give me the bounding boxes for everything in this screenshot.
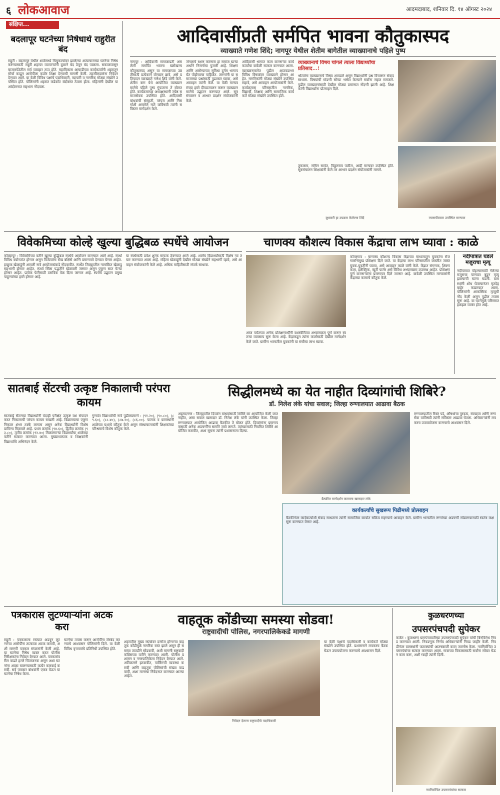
dateline: आदमदाबाद, शनिवार दि. १४ ऑगस्ट २०२४ (406, 7, 492, 13)
story5-photo (282, 412, 410, 494)
story5-subhead: डॉ. निलेश लंके यांचा सवाल; जिल्हा रुग्णालयात आढावा बैठक (269, 401, 405, 408)
sankshipt-box (4, 21, 123, 231)
story1-subhead: व्याख्याते गणेश शिंदे; नागपूर येथील शेतीम बागेतील व्याख्यानाचे पहिले पुष्प (220, 47, 406, 55)
story1-photo-1-caption: बुधवारी हा उपक्रम केलेल्या शिंदे (325, 216, 365, 220)
story5-body2: रुग्णालयातील रिक्त पदे, औषधांचा पुरवठा, स्वच्छता आणि रुग्णसेवा याविषयी त्यांनी सविस्तर आढावा घेतला. अधिकाऱ्यांनी लवकरच उपाययोजना करण्याचे आश्वासन दिले. (414, 412, 496, 425)
story3-side: आज पर्यंतच्या अनेक प्रशिक्षणार्थींनी यशस्वीरीत्या अभ्यासक्रम पूर्ण करून स्वतःचा व्यवसाय सुरू केला आहे. केंद्राकडून त्यांना कर्जासाठी देखील मार्गदर्शन केले जाते. ग्रामीण भागातील युवकांनी या संधीचा लाभ घ्यावा. (246, 331, 346, 344)
sankshipt-label: संक्षिप्त... (6, 21, 59, 29)
story2-body: कोल्हापूर : विवेकमिच्या वतीने खुल्या बुद्धिबळ स्पर्धेचे आयोजन करण्यात आले आहे. स्पर्धा विविध वयोगटांत होणार असून विजेत्यांना रोख बक्षिसे आणि प्रमाणपत्रे देण्यात येणार आहेत. इच्छुक खेळाडूंनी आपली नावे आयोजकांकडे नोंदवावीत. स्पर्धेत जिल्ह्यातील नामांकित खेळाडू सहभागी होणार आहेत. स्पर्धा स्विस पद्धतीने खेळवली जाणार असून एकूण सात फेऱ्या होणार आहेत. प्रत्येक फेरीसाठी ठराविक वेळ दिला जाणार आहे. स्पर्धेचे उद्घाटन प्रमुख पाहुण्यांच्या हस्ते होणार आहे. (4, 254, 122, 280)
story6-body2: घटनेचा तपास करून आरोपींना जेरबंद करण्याचे आश्वासन पोलिसांनी दिले. या वेळी विविध वृत्तपत्रांचे प्रतिनिधी उपस्थित होते. (64, 638, 120, 651)
story1-col4: तुकाराम, सचिन सावंत, विठ्ठलराव पाटील, आदी मान्यवर उपस्थित होते. सूत्रसंचालन शिक्षकांनी केले तर आभार प्रदर्शन संयोजकांनी मानले. (298, 164, 394, 173)
story5-photo-caption: बैठकीत मार्गदर्शन करताना खासदार लंके (321, 497, 371, 501)
story8-body: कर्जत : कुळधरण ग्रामपंचायतीच्या उपसरपंचपदी सुपेकर यांची बिनविरोध निवड करण्यात आली. निवडणूक निर्णय अधिकाऱ्यांनी निवड जाहीर केली. निवडीनंतर ग्रामस्थांनी फटाक्यांची आतषबाजी करत जल्लोष केला. नवनिर्वाचित उपसरपंचांचा सत्कार करण्यात आला. गावाच्या विकासासाठी सर्वांना सोबत घेऊन काम करू, अशी ग्वाही त्यांनी दिली. (396, 636, 496, 658)
story1-box (298, 60, 394, 160)
story6-headline: पत्रकारास लुटण्याऱ्यांना अटक करा (11, 610, 113, 633)
story3-brief-headline: नदीपात्रात घडले मजुराचा मृत्यू (462, 254, 494, 267)
story3-body: कोपरगाव : चाणक्य कौशल्य विकास केंद्राच्या माध्यमातून युवकांना रोजगाराभिमुख प्रशिक्षण दिले जाते. या केंद्राचा लाभ परिसरातील जास्तीत जास्त युवक-युवतींनी घ्यावा, असे आवाहन काळे यांनी केले. केंद्रात संगणक, शिवणकाम, इलेक्ट्रिक, ब्युटी पार्लर असे विविध अभ्यासक्रम उपलब्ध आहेत. प्रशिक्षण पूर्ण करणाऱ्यांना प्रमाणपत्र दिले जाणार आहे. यावेळी उपस्थित मान्यवरांनी केंद्राच्या कामाचे कौतुक केले. (350, 255, 450, 281)
story5-box-title: कार्यकर्त्यांचे सुखरूप पिढीमध्ये प्रोत्साहन (351, 508, 429, 514)
story5-headline: सिद्धीलमध्ये का येत नाहीत दिव्यांगांची शिबिरे? (228, 385, 446, 400)
story8-kicker: कुळधरणच्या (427, 610, 465, 620)
story1-col1: नागपूर : आदिवासी समाजाप्रती असलेली समर्पित भावना खरोखरच कौतुकास्पद असून या समाजाच्या उन्नतीसाठी प्रत्येकाने योगदान द्यावे, असे प्रतिपादन व्याख्याते गणेश शिंदे यांनी केले. शेतीम बाग येथे आयोजित व्याख्यानमालेचे पहिले पुष्प गुंफताना ते बोलत होते. कार्यक्रमाच्या अध्यक्षस्थानी ज्येष्ठ समाजसेवक उपस्थित होते. आदिवासी बांधवांची संस्कृती, परंपरा आणि निसर्गाशी असलेले नाते याविषयी त्यांनी सविस्तर मार्गदर्शन केले. (130, 60, 182, 112)
masthead (0, 0, 500, 19)
sankshipt-headline: बदलापूर घटनेच्या निषेधार्थ राहुरीत बंद (10, 35, 116, 55)
story4-headline: सातबाई सेंटरची उत्कृष्ट निकालाची परंपरा कायम (7, 382, 171, 409)
story1-photo-1 (398, 60, 496, 142)
story7-photo-caption: निवेदन देताना राष्ट्रवादीचे पदाधिकारी (231, 719, 277, 723)
story7-subhead: राष्ट्रवादीची पोलिस, नगरपालिकेकडे मागणी (202, 628, 310, 636)
story3-brief (454, 254, 499, 374)
story7-headline: वाहतूक कोंडीच्या समस्या सोडवा! (177, 613, 335, 628)
story6-body: राहुरी : पत्रकाराला रस्त्यात अडवून लुटणाऱ्या आरोपींना तात्काळ अटक करावी, अशी मागणी पत्रकार संघटनांनी केली आहे. या घटनेचा निषेध व्यक्त करत पोलीस निरीक्षकांना निवेदन देण्यात आले. पत्रकारांवरील वाढते हल्ले चिंताजनक असून अशा घटनांना आळा घालण्यासाठी कठोर कारवाई करावी. सर्व पत्रकार बांधवांनी एकत्र येऊन या घटनेचा निषेध केला. (4, 638, 60, 677)
story7-body: शहरातील मुख्य रस्त्यांवर दररोज होणाऱ्या वाहतूक कोंडीमुळे नागरिक त्रस्त झाले असून ही समस्या तातडीने सोडवावी, अशी मागणी राष्ट्रवादी काँग्रेसच्या वतीने करण्यात आली. पोलीस प्रशासन व नगरपालिकेला निवेदन देण्यात आले. अतिक्रमणे हटवावीत, पार्किंगची व्यवस्था करावी आणि वाहतूक पोलिसांची संख्या वाढवावी, अशा मागण्या निवेदनात करण्यात आल्या आहेत. (124, 640, 184, 679)
story5-box-body: बैठकीनंतर कार्यकर्त्यांशी संवाद साधताना त्यांनी सामाजिक कार्यात सक्रिय राहण्याचे आवाहन केले. ग्रामीण भागातील रुग्णांच्या अडचणी सोडवण्यासाठी स्वतंत्र कक्ष सुरू करण्यात येणार आहे. (286, 516, 494, 525)
story8-headline: उपसरपंचपदी सुपेकर (412, 625, 480, 635)
story1-col2: जंगलाचे रक्षण करणारा हा समाज खऱ्या अर्थाने निसर्गाचा पुजारी आहे. शिक्षण आणि आरोग्याच्या सुविधा दुर्गम भागापर्यंत पोहोचल्या पाहिजेत. तरुणांनी या समाजाच्या प्रश्नांसाठी पुढाकार घ्यावा, असे आवाहन त्यांनी केले. या वेळी मान्यवरांच्या हस्ते दीपप्रज्वलन करून व्याख्यानमालेचे उद्घाटन करण्यात आले. सूत्रसंचालन व आभार प्रदर्शन संयोजकांनी केले. (186, 60, 238, 103)
story1-headline: आदिवासींप्रती सर्मपित भावना कौतुकास्पद (176, 26, 450, 47)
story3-photo (246, 255, 346, 327)
story1-box-title: व्याख्यानाचे विषय चांगले त्याला विद्यार्थ्यांचा प्रतिसाद...! (298, 60, 376, 72)
story1-col3: आदिवासी भागात काम करणाऱ्या कार्यकर्त्यांचा यावेळी सत्कार करण्यात आला. व्याख्यानमालेत पुढील आठवडाभर विविध विषयांवर व्याख्याने होणार आहेत. नागरिकांनी मोठ्या संख्येने उपस्थित राहावे, असे आवाहन आयोजकांनी केले. कार्यक्रमास परिसरातील नागरिक, विद्यार्थी, शिक्षक आणि सामाजिक कार्यकर्ते मोठ्या संख्येने उपस्थित होते. (242, 60, 294, 99)
story1-photo-2-caption: व्यासपीठावर उपस्थित मान्यवर (428, 216, 466, 220)
story3-brief-body: नदीपात्रात पोहण्यासाठी गेलेल्या मजुराचा पाण्यात बुडून मृत्यू झाल्याची घटना घडली. ग्रामस्थांनी शोध घेतल्यानंतर मृतदेह बाहेर काढण्यात आला. पोलिसांनी आकस्मिक मृत्यूची नोंद केली असून पुढील तपास सुरू आहे. या घटनेमुळे परिसरात हळहळ व्यक्त होत आहे. (457, 268, 499, 308)
story1-photo-2 (398, 146, 496, 208)
story7-photo (188, 640, 320, 716)
story8-photo-caption: नवनिर्वाचित उपसरपंचांचा सत्कार (426, 788, 466, 792)
sankshipt-body: राहुरी : बदलापूर येथील शाळेमध्ये चिमुकल्यांवर झालेल्या अत्याचाराच्या घटनेचा निषेध करण्यासाठी राहुरी शहरात व्यापाऱ्यांनी दुकाने बंद ठेवून बंद पाळला. सकाळपासून बाजारपेठेतील सर्व व्यवहार ठप्प होते. महाविकास आघाडीच्या कार्यकर्त्यांनी शहरातून मोर्चा काढून आरोपीला कठोर शिक्षा देण्याची मागणी केली. तहसीलदारांना निवेदन देण्यात आले. या वेळी विविध पक्षांचे पदाधिकारी, व्यापारी व नागरिक मोठ्या संख्येने उपस्थित होते. पोलिसांनी शहरात कडेकोट बंदोबस्त ठेवला होता. महिलांनी देखील या आंदोलनात सहभाग नोंदवला. (8, 59, 118, 89)
story7-body2: या वेळी पक्षाचे पदाधिकारी व कार्यकर्ते मोठ्या संख्येने उपस्थित होते. प्रशासनाने लवकरच बैठक घेऊन उपाययोजना करण्याचे आश्वासन दिले. (324, 640, 388, 653)
paper-logo: लोकआवाज (18, 3, 70, 17)
story4-body: सातबाई सेंटरच्या विद्यार्थ्यांनी यंदाही परीक्षेत उत्कृष्ट यश संपादन करत निकालाची परंपरा कायम राखली आहे. विद्यालयाचा एकूण निकाल शंभर टक्के लागला असून अनेक विद्यार्थ्यांनी विशेष प्राविण्य मिळवले आहे. प्रथम क्रमांक (९४.६०), द्वितीय क्रमांक (९३.८०), तृतीय क्रमांक (९२.४०) मिळवणाऱ्या विद्यार्थ्यांचा शाळेच्या वतीने सत्कार करण्यात आला. मुख्याध्यापक व शिक्षकांनी विद्यार्थ्यांचे अभिनंदन केले. (4, 414, 88, 444)
story8-photo (396, 727, 496, 785)
story4-body2: गुणवंत विद्यार्थ्यांची नावे पुढीलप्रमाणे : (९१.२०), (९०.८०), (८९.६०), (८८.४०), (८७.२०), (८६.००). पालक व ग्रामस्थांनी शाळेच्या यशाचे कौतुक केले असून संस्थाचालकांनी शिक्षकांच्या परिश्रमाचे विशेष कौतुक केले. (92, 414, 174, 431)
story5-box (282, 503, 498, 605)
page-number: ६ (6, 6, 12, 17)
story2-headline: विवेकमिच्या कोल्हे खुल्या बुद्धिबळ स्पर्धेचे आयोजन (17, 235, 229, 249)
story3-headline: चाणक्य कौशल्य विकास केंद्राचा लाभ घ्यावा : काळे (263, 235, 479, 249)
story2-body2: या स्पर्धेसाठी प्रवेश शुल्क माफक ठेवण्यात आले आहे. शालेय विद्यार्थ्यांसाठी विशेष गट तयार करण्यात आला आहे. महिला खेळाडूंनी देखील मोठ्या संख्येने सहभागी व्हावे, असे आवाहन संयोजकांनी केले आहे. अधिक माहितीसाठी संपर्क साधावा. (126, 254, 242, 267)
story5-body: अहमदनगर : जिल्ह्यातील दिव्यांग बांधवांसाठी शिबिरे का आयोजित केली जात नाहीत, असा सवाल खासदार डॉ. निलेश लंके यांनी उपस्थित केला. जिल्हा रुग्णालयात आयोजित आढावा बैठकीत ते बोलत होते. दिव्यांगांना प्रमाणपत्रासाठी अनेक अडचणींना सामोरे जावे लागते. त्यांच्यासाठी नियमित शिबिरे आयोजित करावीत, अशा सूचना त्यांनी प्रशासनाला दिल्या. (178, 412, 278, 434)
story1-box-body: श्रोत्यांना व्याख्यानाचे विषय आवडले असून विद्यार्थ्यांनी प्रश्न विचारून संवाद साधला. विषयांची मांडणी सोप्या भाषेत केल्याने सर्वांना सहज समजले. पुढील व्याख्यानांसाठी देखील मोठ्या प्रमाणात नोंदणी झाली आहे. शिक्षकांनी विद्यार्थ्यांना प्रोत्साहन दिले. (298, 74, 394, 91)
